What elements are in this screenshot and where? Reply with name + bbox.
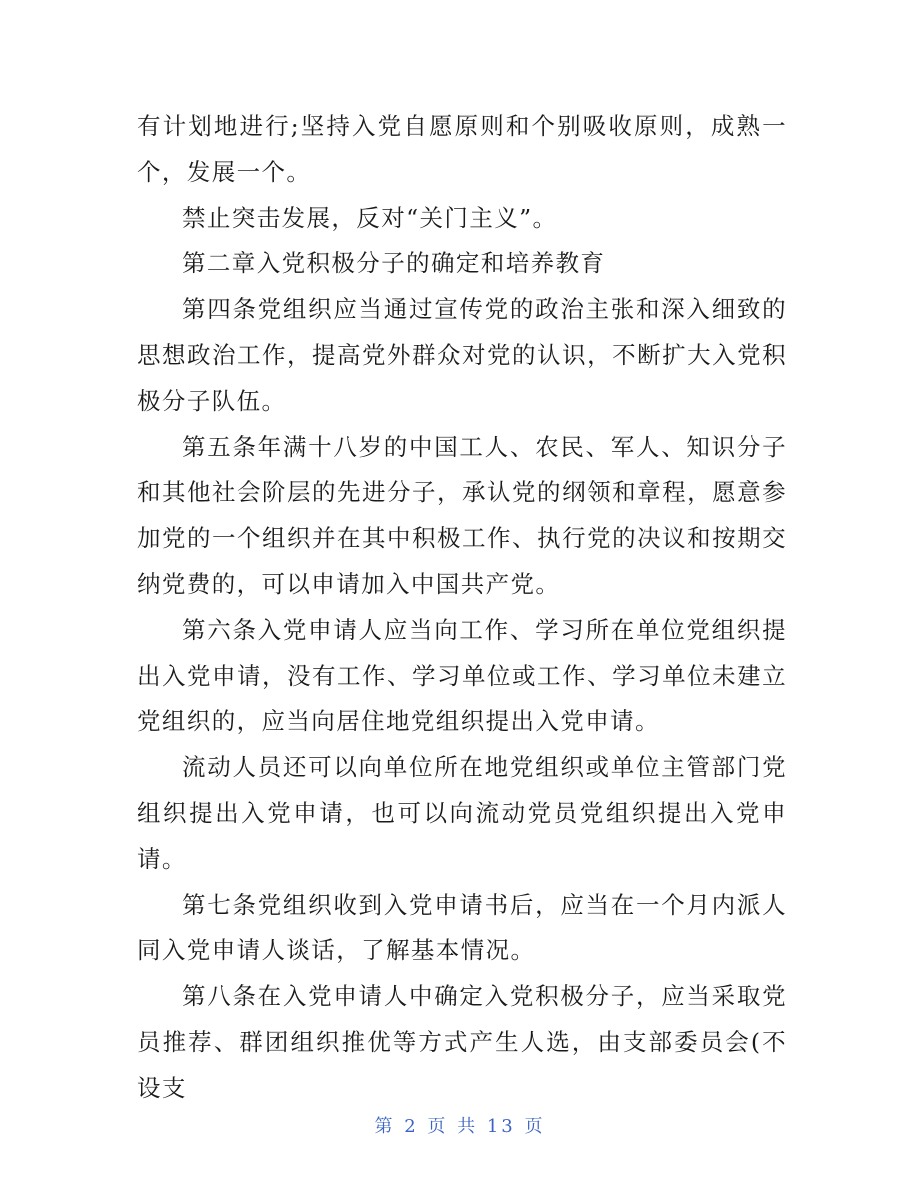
chapter-heading: 第二章入党积极分子的确定和培养教育 — [182, 249, 606, 278]
paragraph: 有计划地进行;坚持入党自愿原则和个别吸收原则，成熟一个，发展一个。 — [137, 112, 787, 186]
paragraph: 第八条在入党申请人中确定入党积极分子，应当采取党员推荐、群团组织推优等方式产生人选，由支部委员会(不设支 — [137, 982, 787, 1102]
document-body — [137, 104, 787, 1112]
paragraph: 第七条党组织收到入党申请书后，应当在一个月内派人同入党申请人谈话，了解基本情况。 — [137, 890, 787, 965]
paragraph: 禁止突击发展，反对“关门主义”。 — [182, 203, 558, 232]
paragraph: 第五条年满十八岁的中国工人、农民、军人、知识分子和其他社会阶层的先进分子，承认党的纲领和章程，愿意参加党的一个组织并在其中积极工作、执行党的决议和按期交纳党费的，可以申请加入中国共产党。 — [137, 432, 787, 598]
page-number-footer: 第 2 页 共 13 页 — [374, 1116, 546, 1137]
paragraph: 第四条党组织应当通过宣传党的政治主张和深入细致的思想政治工作，提高党外群众对党的认识，不断扩大入党积极分子队伍。 — [137, 295, 787, 415]
paragraph: 第六条入党申请人应当向工作、学习所在单位党组织提出入党申请，没有工作、学习单位或工作、学习单位未建立党组织的，应当向居住地党组织提出入党申请。 — [137, 615, 787, 736]
paragraph: 流动人员还可以向单位所在地党组织或单位主管部门党组织提出入党申请，也可以向流动党员党组织提出入党申请。 — [137, 753, 787, 873]
